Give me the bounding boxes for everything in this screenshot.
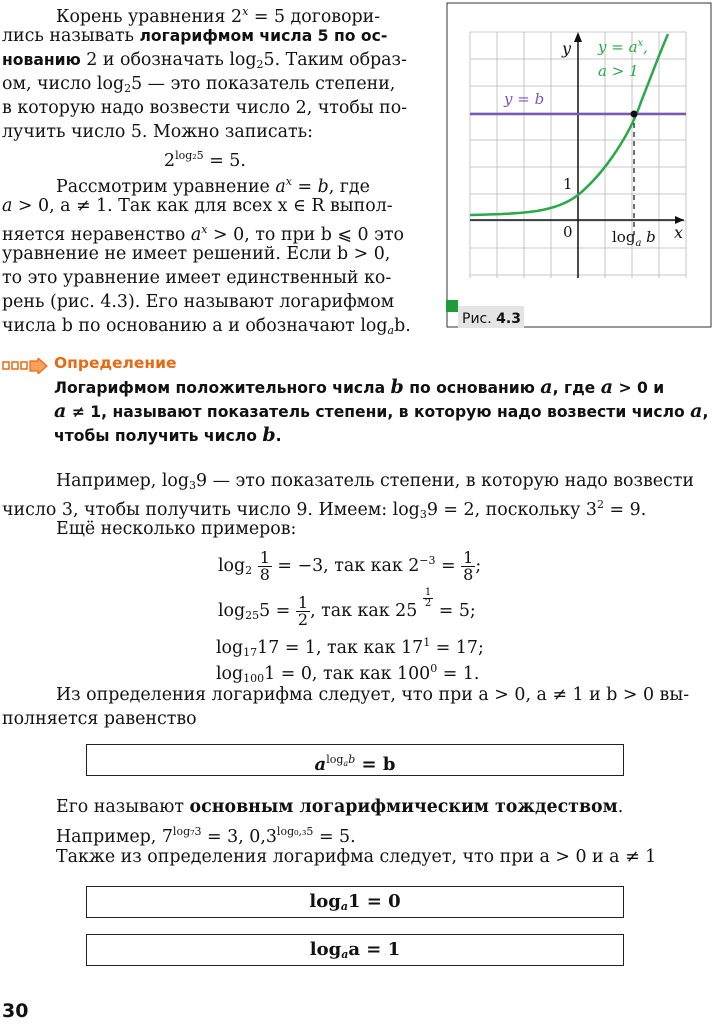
identity-box: $a^{log_ab} = b$: [86, 744, 624, 776]
example-line-1: Например, $\log_39$ — это показатель степени, в которую надо возвести: [56, 471, 695, 492]
fraction: $\frac{1}{8}$: [463, 548, 474, 584]
identity-line-2: полняется равенство: [2, 709, 197, 729]
para2-line-7: числа b по основанию a и обозначают $\log_ab$.: [2, 316, 411, 337]
definition-arrow-icon: [2, 358, 48, 374]
definition-title: Определение: [54, 354, 177, 372]
figure-frame: [447, 3, 711, 327]
one-label: 1: [563, 175, 573, 193]
intro-line-6: лучить число 5. Можно записать:: [2, 122, 313, 142]
curve-label-1: $y = a^x$,: [598, 38, 648, 56]
intersection-point: [631, 111, 638, 118]
intro-line-4: ом, число $\log_25$ — это показатель степени,: [2, 74, 396, 95]
intro-line-1: Корень уравнения $2^x = 5$ договори-: [56, 5, 381, 27]
intro-line-2: лись называть логарифмом числа 5 по ос-: [2, 26, 388, 46]
intro-line-5: в которую надо возвести число 2, чтобы по-: [2, 98, 408, 118]
definition-line-1: Логарифмом положительного числа b по основанию a, где a > 0 и: [54, 376, 665, 398]
para2-line-3: няется неравенство $a^x > 0$, то при b ⩽ 0 это: [2, 223, 404, 245]
identity-line-5: Также из определения логарифма следует, что при a > 0 и a ≠ 1: [56, 847, 657, 867]
para2-line-2: a > 0, a ≠ 1. Так как для всех x ∈ R выпол-: [2, 196, 393, 216]
log-a-1-box: $\log_a1 = 0$: [86, 886, 624, 918]
para2-line-5: то это уравнение имеет единственный ко-: [2, 268, 392, 288]
curve-label-2: a > 1: [598, 62, 639, 80]
definition-line-2: a ≠ 1, называют показатель степени, в которую надо возвести число a,: [54, 400, 709, 422]
origin-label: 0: [563, 223, 573, 241]
fraction: $\frac{1}{2}$: [297, 593, 309, 629]
hline-label: y = b: [504, 90, 545, 108]
example-eq-3: $\log_{17}17 = 1$, так как $17^1 = 17$;: [216, 636, 484, 659]
example-eq-4: $\log_{100}1 = 0$, так как $100^0 = 1$.: [216, 662, 480, 685]
figure-graph: [446, 2, 712, 328]
x-axis-label: x: [674, 223, 684, 242]
intro-equation: $2^{log_25} = 5$.: [164, 149, 246, 171]
example-line-3: Ещё несколько примеров:: [56, 519, 297, 539]
fraction: $\frac{1}{8}$: [259, 548, 270, 584]
y-axis-arrow: [574, 32, 582, 42]
para2-line-1: Рассмотрим уравнение $a^x = b$, где: [56, 175, 370, 197]
example-eq-1: $\log_2$ $\frac{1}{8}$ = −3, так как $2^{-3}$ = $\frac{1}{8}$ ;: [218, 548, 482, 584]
definition-line-3: чтобы получить число b.: [54, 424, 282, 446]
example-line-2: число 3, чтобы получить число 9. Имеем: $\log_39 = 2$, поскольку $3^2 = 9$.: [2, 498, 647, 521]
page-number: 30: [2, 1000, 29, 1022]
para2-line-4: уравнение не имеет решений. Если b > 0,: [2, 244, 391, 264]
log-a-a-box: $\log_aa = 1$: [86, 934, 624, 966]
caption-marker: [446, 300, 458, 312]
y-axis-label: y: [562, 39, 572, 58]
intro-line-3: нованию 2 и обозначать $\log_25$. Таким образ-: [2, 50, 407, 71]
log-a-b-label: $\log_a b$: [612, 228, 656, 249]
definition-block: [0, 352, 712, 452]
identity-line-1: Из определения логарифма следует, что при a > 0, a ≠ 1 и b > 0 вы-: [56, 685, 690, 705]
identity-line-4: Например, $7^{log_73} = 3$, $0,3^{log_0,_35} = 5$.: [56, 825, 356, 847]
example-eq-2: $\log_{25}5$ = $\frac{1}{2}$ , так как 25 $\frac{1}{2}$ = 5;: [218, 587, 476, 629]
figure-4-3: [446, 2, 712, 328]
identity-line-3: Его называют основным логарифмическим тождеством.: [56, 797, 624, 817]
caption-text: Рис. 4.3: [462, 311, 521, 327]
fraction-exponent: $\frac{1}{2}$: [424, 587, 432, 609]
para2-line-6: рень (рис. 4.3). Его называют логарифмом: [2, 292, 395, 312]
